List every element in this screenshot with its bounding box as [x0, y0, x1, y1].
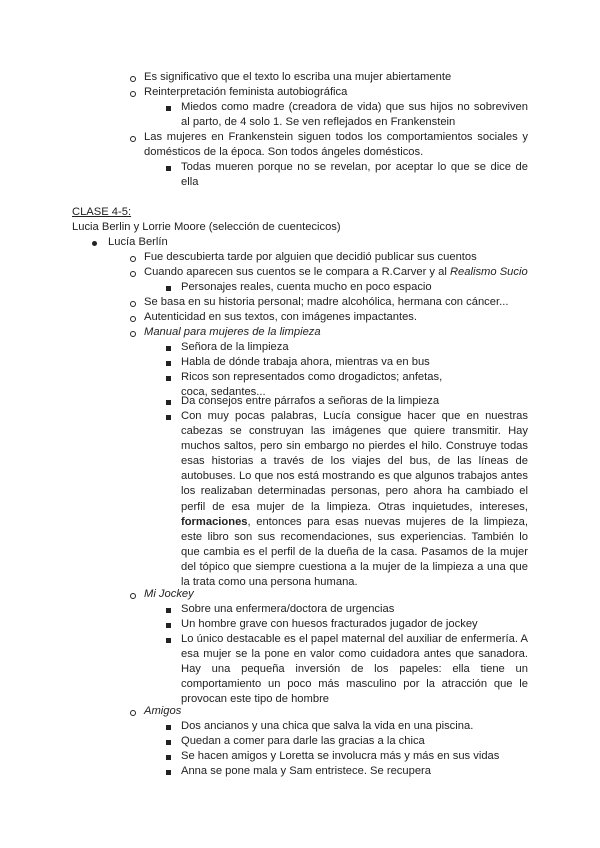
hollow-bullet-icon: [130, 271, 136, 277]
note-line: [144, 265, 534, 280]
square-bullet-icon: [166, 400, 171, 405]
square-bullet-icon: [166, 755, 171, 760]
bold-term: formaciones: [181, 515, 248, 528]
note-line: Ricos son representados como drogadictos; anfetas, coca, sedantes...: [181, 371, 443, 399]
story-title: Amigos: [144, 705, 182, 717]
hollow-bullet-icon: [130, 256, 136, 262]
class-heading: CLASE 4-5:: [72, 206, 132, 218]
square-bullet-icon: [166, 346, 171, 351]
note-line: Reinterpretación feminista autobiográfica: [144, 86, 348, 98]
square-bullet-icon: [166, 106, 171, 111]
filled-bullet-icon: [92, 241, 97, 246]
note-text: Con muy pocas palabras, Lucía consigue hacer que en nuestras cabezas se construyan las imágenes que quiere transmitir. Hay muchos saltos, pero sin embargo no pierdes el hilo. Construye todas esas historias a través de los viajes del bus, de las líneas de autobuses. Lo que nos está mostrando es que algunos trabajos antes los realizaban determinadas personas, pero ahora ha cambiado el perfil de esa mujer de la limpieza. Otras inquietudes, intereses,: [181, 410, 528, 513]
note-line: Quedan a comer para darle las gracias a la chica: [181, 735, 425, 747]
note-line: Las mujeres en Frankenstein siguen todos los comportamientos sociales y domésticos de la época. Son todos ángeles domésticos.: [144, 131, 528, 159]
note-line: Se basa en su historia personal; madre alcohólica, hermana con cáncer...: [144, 296, 509, 308]
class-subtitle: Lucia Berlin y Lorrie Moore (selección de cuentecicos): [72, 221, 341, 233]
story-title: Mi Jockey: [144, 588, 194, 600]
note-line: Dos ancianos y una chica que salva la vida en una piscina.: [181, 720, 474, 732]
note-line: Miedos como madre (creadora de vida) que sus hijos no sobreviven al parto, de 4 solo 1. Se ven reflejados en Frankenstein: [181, 101, 528, 129]
note-text: Cuando aparecen sus cuentos se le compara a R.Carver y al: [144, 266, 450, 278]
square-bullet-icon: [166, 770, 171, 775]
square-bullet-icon: [166, 740, 171, 745]
note-paragraph: Lo único destacable es el papel maternal del auxiliar de enfermería. A esa mujer se la pone en valor como cuidadora antes que sanadora. Hay una pequeña inversión de los papeles: ella tiene un comportamiento un poco más masculino por la atracción que le provocan este tipo de hombre: [181, 633, 528, 706]
note-line: Fue descubierta tarde por alguien que decidió publicar sus cuentos: [144, 251, 477, 263]
story-title: Manual para mujeres de la limpieza: [144, 326, 321, 338]
note-line: Sobre una enfermera/doctora de urgencias: [181, 603, 395, 615]
square-bullet-icon: [166, 608, 171, 613]
square-bullet-icon: [166, 361, 171, 366]
hollow-bullet-icon: [130, 316, 136, 322]
note-line: Autenticidad en sus textos, con imágenes impactantes.: [144, 311, 418, 323]
hollow-bullet-icon: [130, 710, 136, 716]
square-bullet-icon: [166, 376, 171, 381]
note-paragraph: [181, 409, 528, 590]
author-name: Lucía Berlín: [108, 236, 168, 248]
square-bullet-icon: [166, 623, 171, 628]
note-text: , entonces para esas nuevas mujeres de la limpieza, este libro son sus recomendaciones, sus experiencias. También lo que cambia es el perfil de la dueña de la casa. Pasamos de la mujer del tópico que siempre cuestiona a la mujer de la limpieza a una que la trata como una persona humana.: [181, 515, 528, 589]
hollow-bullet-icon: [130, 76, 136, 82]
hollow-bullet-icon: [130, 331, 136, 337]
square-bullet-icon: [166, 166, 171, 171]
hollow-bullet-icon: [130, 91, 136, 97]
note-line: Un hombre grave con huesos fracturados jugador de jockey: [181, 618, 478, 630]
square-bullet-icon: [166, 286, 171, 291]
italic-term: Realismo Sucio: [449, 266, 528, 278]
note-line: Se hacen amigos y Loretta se involucra más y más en sus vidas: [181, 750, 500, 762]
note-line: Todas mueren porque no se revelan, por aceptar lo que se dice de ella: [181, 161, 528, 189]
hollow-bullet-icon: [130, 301, 136, 307]
note-line: Señora de la limpieza: [181, 341, 289, 353]
note-line: Anna se pone mala y Sam entristece. Se recupera: [181, 765, 431, 777]
square-bullet-icon: [166, 638, 171, 643]
square-bullet-icon: [166, 415, 171, 420]
note-line: Personajes reales, cuenta mucho en poco espacio: [181, 281, 432, 293]
hollow-bullet-icon: [130, 136, 136, 142]
note-line: Da consejos entre párrafos a señoras de la limpieza: [181, 395, 440, 407]
note-line: Habla de dónde trabaja ahora, mientras va en bus: [181, 356, 430, 368]
square-bullet-icon: [166, 725, 171, 730]
hollow-bullet-icon: [130, 593, 136, 599]
note-line: Es significativo que el texto lo escriba una mujer abiertamente: [144, 71, 452, 83]
